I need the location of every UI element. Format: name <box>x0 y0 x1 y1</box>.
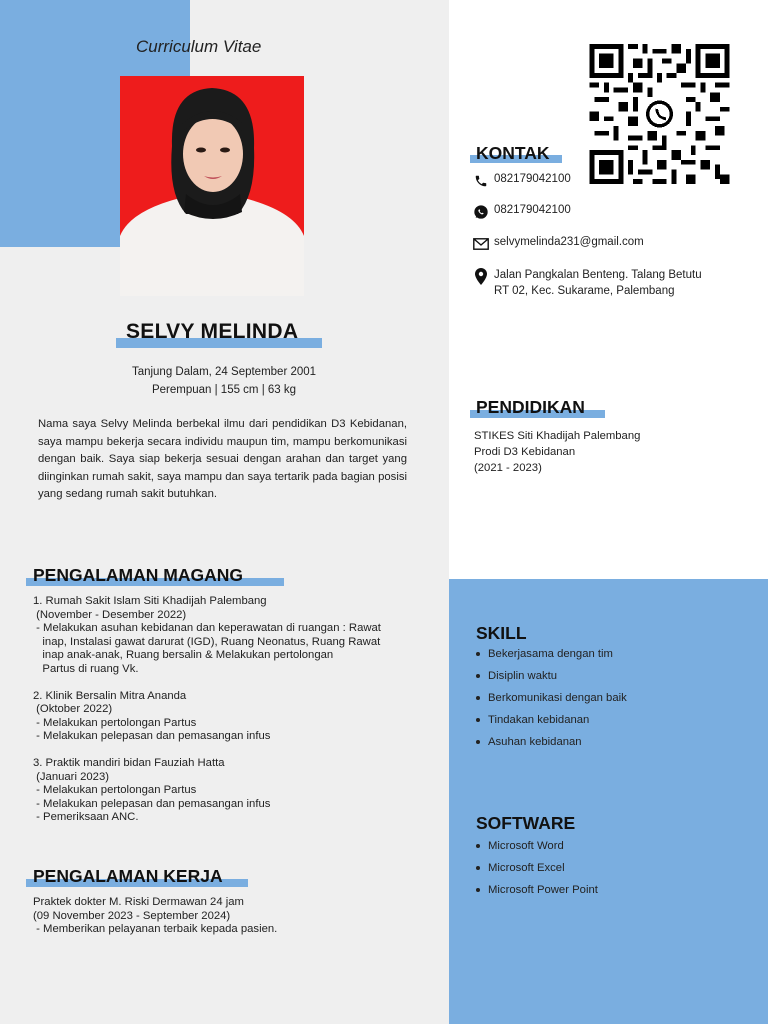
skill-label: Tindakan kebidanan <box>488 714 590 726</box>
skill-list <box>476 643 627 753</box>
internship-line: inap, Instalasi gawat darurat (IGD), Ruang Neonatus, Ruang Rawat <box>33 635 381 648</box>
personal-stats: Perempuan | 155 cm | 63 kg <box>151 384 297 396</box>
work-line: Praktek dokter M. Riski Dermawan 24 jam <box>33 896 244 908</box>
contact-address <box>472 267 702 299</box>
whatsapp-number[interactable]: 082179042100 <box>494 204 571 216</box>
internship-spacer <box>33 744 381 758</box>
internship-line: - Melakukan pelepasan dan pemasangan infus <box>33 730 271 742</box>
internship-line: Partus di ruang Vk. <box>33 662 139 675</box>
bullet-icon <box>476 674 480 678</box>
bullet-icon <box>476 844 480 848</box>
bullet-icon <box>476 740 480 744</box>
skill-item <box>476 643 627 665</box>
about-paragraph: Nama saya Selvy Melinda berbekal ilmu dari pendidikan D3 Kebidanan, saya mampu bekerja secara individu maupun tim, mampu berkomunikasi dengan baik. Saya siap bekerja sesuai dengan arahan dan target yang diinginkan rumah sakit, saya mampu dan saya tertarik pada bagian posisi yang sedang rumah sakit butuhkan. <box>38 418 407 500</box>
work-line: (09 November 2023 - September 2024) <box>33 909 231 922</box>
skill-label: Bekerjasama dengan tim <box>488 648 613 660</box>
internship-line: - Melakukan pelepasan dan pemasangan infus <box>33 797 271 810</box>
internship-line: 2. Klinik Bersalin Mitra Ananda <box>33 689 187 702</box>
software-label: Microsoft Power Point <box>488 884 598 896</box>
skill-label: Disiplin waktu <box>488 670 558 682</box>
internship-line: (November - Desember 2022) <box>33 608 187 621</box>
internship-line: - Pemeriksaan ANC. <box>33 811 139 823</box>
education-program: Prodi D3 Kebidanan <box>474 446 576 458</box>
email-address[interactable]: selvymelinda231@gmail.com <box>494 236 644 248</box>
name-block <box>116 320 322 350</box>
internship-line: (Oktober 2022) <box>33 703 113 715</box>
internship-spacer <box>33 676 381 690</box>
bullet-icon <box>476 888 480 892</box>
bullet-icon <box>476 652 480 656</box>
software-title: SOFTWARE <box>476 813 576 833</box>
education-years: (2021 - 2023) <box>474 462 542 474</box>
education-title: PENDIDIKAN <box>476 397 585 417</box>
skill-item <box>476 687 627 709</box>
qr-code <box>586 44 733 184</box>
full-name: SELVY MELINDA <box>126 320 299 343</box>
work-list <box>33 896 277 937</box>
internship-title: PENGALAMAN MAGANG <box>33 565 243 585</box>
phone-icon <box>472 173 490 189</box>
bullet-icon <box>476 696 480 700</box>
software-item <box>476 879 598 901</box>
whatsapp-icon <box>472 204 490 220</box>
software-label: Microsoft Word <box>488 840 564 852</box>
skill-label: Berkomunikasi dengan baik <box>488 692 627 704</box>
work-title: PENGALAMAN KERJA <box>33 866 223 886</box>
internship-line: 3. Praktik mandiri bidan Fauziah Hatta <box>33 757 225 769</box>
contact-phone <box>472 173 571 189</box>
birth-info: Tanjung Dalam, 24 September 2001 <box>131 366 317 378</box>
internship-line: - Melakukan pertolongan Partus <box>33 784 197 796</box>
skill-item <box>476 709 627 731</box>
education-school: STIKES Siti Khadijah Palembang <box>474 430 641 442</box>
skill-label: Asuhan kebidanan <box>488 736 582 748</box>
skill-title: SKILL <box>476 623 527 643</box>
bullet-icon <box>476 866 480 870</box>
software-item <box>476 857 598 879</box>
skill-item <box>476 665 627 687</box>
address-line-1: Jalan Pangkalan Benteng. Talang Betutu <box>494 269 702 281</box>
software-label: Microsoft Excel <box>488 862 565 874</box>
bullet-icon <box>476 718 480 722</box>
contact-whatsapp <box>472 204 571 220</box>
internship-line: (Januari 2023) <box>33 770 109 783</box>
contact-email <box>472 236 644 252</box>
skill-item <box>476 731 627 753</box>
contact-title: KONTAK <box>476 143 550 163</box>
internship-line: 1. Rumah Sakit Islam Siti Khadijah Palembang <box>33 595 267 607</box>
software-item <box>476 835 598 857</box>
work-line: - Memberikan pelayanan terbaik kepada pasien. <box>33 923 278 935</box>
internship-line: inap anak-anak, Ruang bersalin & Melakukan pertolongan <box>33 649 334 661</box>
software-list <box>476 835 598 901</box>
phone-number[interactable]: 082179042100 <box>494 173 571 185</box>
education-details <box>474 428 640 476</box>
address-text <box>494 267 702 299</box>
email-icon <box>472 236 490 252</box>
internship-line: - Melakukan pertolongan Partus <box>33 716 197 729</box>
internship-list <box>33 595 381 825</box>
location-icon <box>472 267 490 285</box>
internship-line: - Melakukan asuhan kebidanan dan keperawatan di ruangan : Rawat <box>33 622 381 634</box>
profile-photo <box>120 76 304 296</box>
address-line-2: RT 02, Kec. Sukarame, Palembang <box>494 285 675 297</box>
document-title: Curriculum Vitae <box>136 37 262 56</box>
